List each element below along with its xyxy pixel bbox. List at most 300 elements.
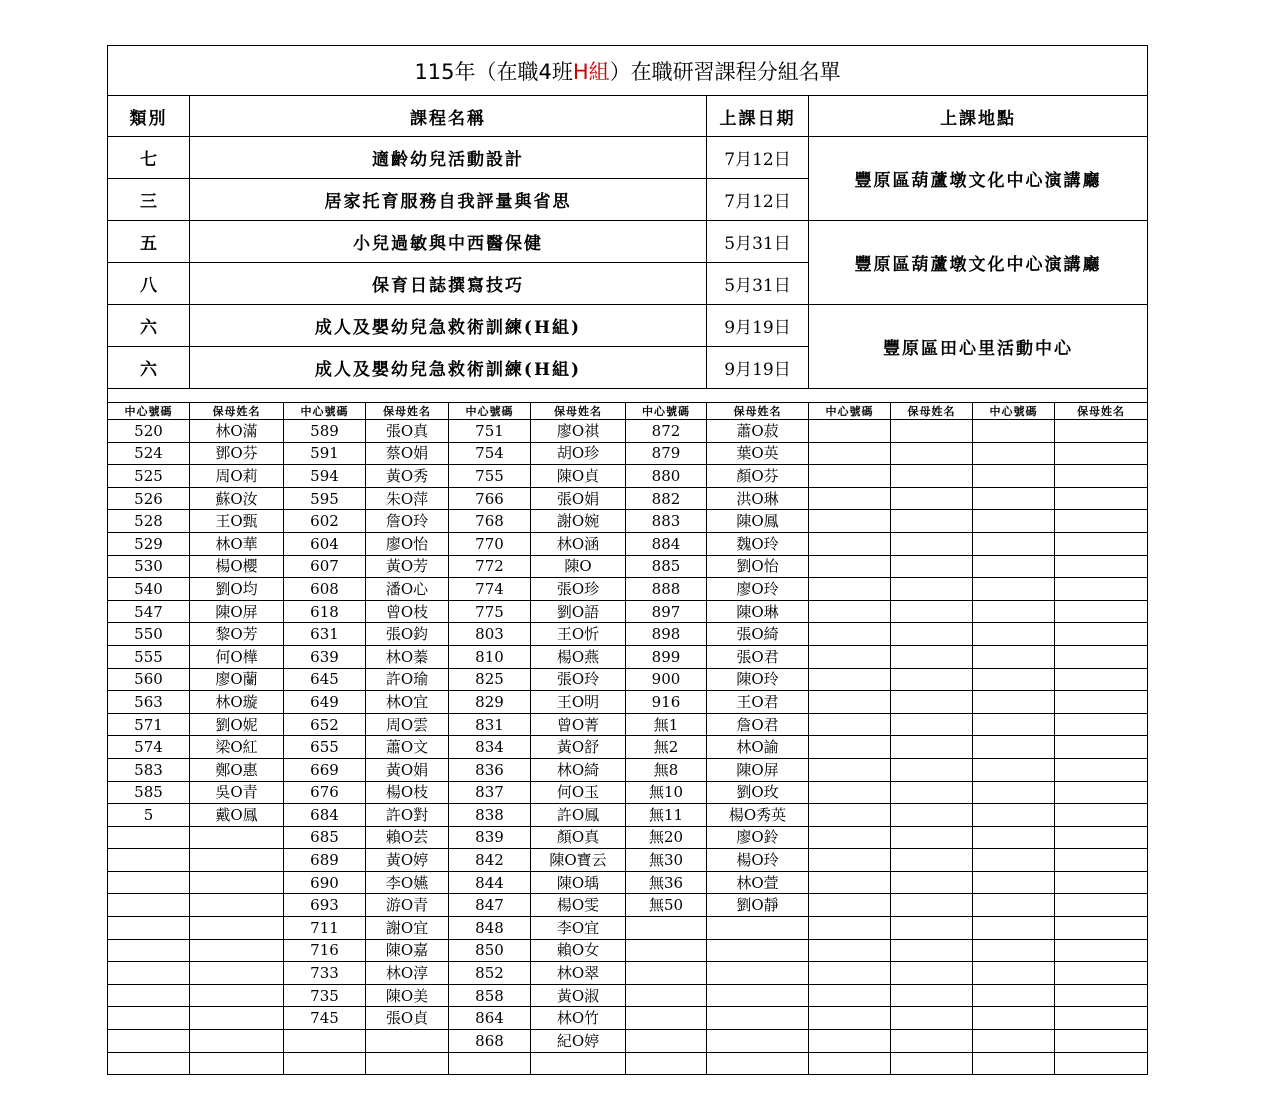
center-no-cell bbox=[973, 645, 1055, 668]
caregiver-name-header: 保母姓名 bbox=[366, 403, 449, 420]
center-no-cell: 899 bbox=[626, 645, 707, 668]
center-no-cell bbox=[809, 826, 891, 849]
caregiver-name-cell: 林O翠 bbox=[531, 962, 626, 985]
caregiver-name-cell: 張O真 bbox=[366, 420, 449, 443]
center-no-cell bbox=[973, 600, 1055, 623]
caregiver-name-cell: 楊O玲 bbox=[707, 849, 809, 872]
center-no-cell bbox=[809, 645, 891, 668]
course-name: 保育日誌撰寫技巧 bbox=[190, 263, 707, 305]
caregiver-name-cell bbox=[190, 962, 284, 985]
caregiver-name-cell bbox=[891, 917, 973, 940]
caregiver-name-cell bbox=[1055, 668, 1148, 691]
center-no-cell: 無1 bbox=[626, 713, 707, 736]
caregiver-name-cell: 梁O紅 bbox=[190, 736, 284, 759]
center-no-cell: 883 bbox=[626, 510, 707, 533]
center-no-cell: 684 bbox=[284, 804, 366, 827]
center-no-cell: 528 bbox=[108, 510, 190, 533]
caregiver-name-cell: 蕭O文 bbox=[366, 736, 449, 759]
center-no-cell bbox=[626, 984, 707, 1007]
course-location: 豐原區葫蘆墩文化中心演講廳 bbox=[809, 221, 1148, 305]
center-no-cell bbox=[809, 1030, 891, 1053]
caregiver-name-cell bbox=[1055, 984, 1148, 1007]
center-no-cell: 595 bbox=[284, 487, 366, 510]
caregiver-name-cell: 蔡O娟 bbox=[366, 442, 449, 465]
course-name: 成人及嬰幼兒急救術訓練(H組) bbox=[190, 305, 707, 347]
center-no-cell: 755 bbox=[449, 465, 531, 488]
spacer-cell bbox=[108, 389, 1148, 403]
caregiver-name-cell: 許O瑜 bbox=[366, 668, 449, 691]
member-row bbox=[108, 713, 1148, 736]
caregiver-name-cell: 劉O語 bbox=[531, 600, 626, 623]
center-no-cell: 669 bbox=[284, 758, 366, 781]
course-name: 小兒過敏與中西醫保健 bbox=[190, 221, 707, 263]
center-no-cell bbox=[626, 917, 707, 940]
center-no-cell bbox=[809, 600, 891, 623]
center-no-cell: 711 bbox=[284, 917, 366, 940]
center-no-cell: 837 bbox=[449, 781, 531, 804]
center-no-cell: 無30 bbox=[626, 849, 707, 872]
center-no-header: 中心號碼 bbox=[973, 403, 1055, 420]
caregiver-name-cell: 劉O怡 bbox=[707, 555, 809, 578]
caregiver-name-cell bbox=[891, 736, 973, 759]
center-no-cell: 574 bbox=[108, 736, 190, 759]
center-no-cell bbox=[973, 1007, 1055, 1030]
caregiver-name-cell bbox=[1055, 645, 1148, 668]
caregiver-name-cell bbox=[891, 849, 973, 872]
caregiver-name-cell bbox=[1055, 555, 1148, 578]
center-no-cell: 880 bbox=[626, 465, 707, 488]
caregiver-name-cell bbox=[1055, 600, 1148, 623]
caregiver-name-cell: 詹O君 bbox=[707, 713, 809, 736]
center-no-cell: 無11 bbox=[626, 804, 707, 827]
course-row bbox=[108, 305, 1148, 347]
center-no-cell bbox=[108, 871, 190, 894]
caregiver-name-cell: 謝O婉 bbox=[531, 510, 626, 533]
member-row bbox=[108, 442, 1148, 465]
caregiver-name-cell bbox=[891, 623, 973, 646]
center-no-cell: 540 bbox=[108, 578, 190, 601]
caregiver-name-cell: 林O萱 bbox=[707, 871, 809, 894]
caregiver-name-cell: 林O諭 bbox=[707, 736, 809, 759]
caregiver-name-cell: 曾O菁 bbox=[531, 713, 626, 736]
center-no-cell: 無10 bbox=[626, 781, 707, 804]
caregiver-name-cell bbox=[707, 962, 809, 985]
center-no-cell: 775 bbox=[449, 600, 531, 623]
center-no-cell bbox=[973, 532, 1055, 555]
center-no-cell: 844 bbox=[449, 871, 531, 894]
center-no-cell: 無8 bbox=[626, 758, 707, 781]
header-date: 上課日期 bbox=[707, 96, 809, 137]
caregiver-name-cell: 葉O英 bbox=[707, 442, 809, 465]
member-row bbox=[108, 420, 1148, 443]
caregiver-name-cell bbox=[190, 1030, 284, 1053]
center-no-cell: 879 bbox=[626, 442, 707, 465]
caregiver-name-cell: 潘O心 bbox=[366, 578, 449, 601]
center-no-cell bbox=[973, 713, 1055, 736]
caregiver-name-cell: 黃O淑 bbox=[531, 984, 626, 1007]
caregiver-name-cell: 陳O玲 bbox=[707, 668, 809, 691]
caregiver-name-cell: 蕭O菽 bbox=[707, 420, 809, 443]
course-category: 六 bbox=[108, 347, 190, 389]
center-no-cell: 655 bbox=[284, 736, 366, 759]
center-no-cell: 555 bbox=[108, 645, 190, 668]
center-no-cell: 529 bbox=[108, 532, 190, 555]
course-location: 豐原區葫蘆墩文化中心演講廳 bbox=[809, 137, 1148, 221]
center-no-cell: 無2 bbox=[626, 736, 707, 759]
caregiver-name-cell: 謝O宜 bbox=[366, 917, 449, 940]
caregiver-name-cell: 顏O芬 bbox=[707, 465, 809, 488]
member-row bbox=[108, 600, 1148, 623]
member-row bbox=[108, 781, 1148, 804]
center-no-cell: 685 bbox=[284, 826, 366, 849]
caregiver-name-cell bbox=[891, 962, 973, 985]
caregiver-name-cell bbox=[891, 871, 973, 894]
member-row bbox=[108, 939, 1148, 962]
center-no-cell bbox=[973, 849, 1055, 872]
center-no-cell: 831 bbox=[449, 713, 531, 736]
caregiver-name-cell: 劉O靜 bbox=[707, 894, 809, 917]
caregiver-name-cell: 廖O祺 bbox=[531, 420, 626, 443]
caregiver-name-cell bbox=[1055, 939, 1148, 962]
center-no-cell: 560 bbox=[108, 668, 190, 691]
caregiver-name-cell bbox=[891, 487, 973, 510]
center-no-cell bbox=[973, 917, 1055, 940]
center-no-cell: 5 bbox=[108, 804, 190, 827]
course-date: 9月19日 bbox=[707, 347, 809, 389]
caregiver-name-cell: 吳O青 bbox=[190, 781, 284, 804]
caregiver-name-cell bbox=[891, 826, 973, 849]
caregiver-name-cell bbox=[891, 781, 973, 804]
caregiver-name-cell bbox=[707, 917, 809, 940]
member-row bbox=[108, 668, 1148, 691]
center-no-cell bbox=[809, 804, 891, 827]
center-no-cell bbox=[108, 939, 190, 962]
caregiver-name-cell bbox=[891, 465, 973, 488]
center-no-cell bbox=[108, 894, 190, 917]
caregiver-name-cell: 廖O蘭 bbox=[190, 668, 284, 691]
course-date: 7月12日 bbox=[707, 137, 809, 179]
caregiver-name-cell: 詹O玲 bbox=[366, 510, 449, 533]
center-no-cell bbox=[973, 871, 1055, 894]
center-no-cell: 864 bbox=[449, 1007, 531, 1030]
center-no-cell: 858 bbox=[449, 984, 531, 1007]
caregiver-name-cell bbox=[531, 1052, 626, 1075]
center-no-cell: 900 bbox=[626, 668, 707, 691]
center-no-cell: 884 bbox=[626, 532, 707, 555]
caregiver-name-cell: 魏O玲 bbox=[707, 532, 809, 555]
caregiver-name-header: 保母姓名 bbox=[707, 403, 809, 420]
center-no-cell bbox=[809, 668, 891, 691]
caregiver-name-cell: 張O娟 bbox=[531, 487, 626, 510]
caregiver-name-cell: 王O甄 bbox=[190, 510, 284, 533]
center-no-cell bbox=[973, 487, 1055, 510]
caregiver-name-cell bbox=[1055, 894, 1148, 917]
caregiver-name-cell: 劉O妮 bbox=[190, 713, 284, 736]
caregiver-name-cell: 黃O娟 bbox=[366, 758, 449, 781]
center-no-cell: 676 bbox=[284, 781, 366, 804]
caregiver-name-cell bbox=[891, 691, 973, 714]
center-no-cell: 604 bbox=[284, 532, 366, 555]
caregiver-name-cell: 林O華 bbox=[190, 532, 284, 555]
caregiver-name-header: 保母姓名 bbox=[1055, 403, 1148, 420]
caregiver-name-cell bbox=[1055, 826, 1148, 849]
caregiver-name-cell bbox=[891, 668, 973, 691]
caregiver-name-cell: 陳O屏 bbox=[190, 600, 284, 623]
caregiver-name-header: 保母姓名 bbox=[891, 403, 973, 420]
course-date: 5月31日 bbox=[707, 221, 809, 263]
caregiver-name-cell bbox=[190, 871, 284, 894]
caregiver-name-cell bbox=[891, 578, 973, 601]
center-no-cell bbox=[809, 1052, 891, 1075]
member-row bbox=[108, 578, 1148, 601]
center-no-cell bbox=[809, 487, 891, 510]
center-no-cell: 848 bbox=[449, 917, 531, 940]
caregiver-name-cell: 鄧O芬 bbox=[190, 442, 284, 465]
center-no-cell bbox=[973, 781, 1055, 804]
center-no-cell: 563 bbox=[108, 691, 190, 714]
course-row bbox=[108, 221, 1148, 263]
center-no-cell bbox=[626, 939, 707, 962]
center-no-cell: 645 bbox=[284, 668, 366, 691]
caregiver-name-cell bbox=[190, 894, 284, 917]
member-row bbox=[108, 736, 1148, 759]
caregiver-name-cell: 劉O玫 bbox=[707, 781, 809, 804]
caregiver-name-cell: 林O綺 bbox=[531, 758, 626, 781]
center-no-cell: 524 bbox=[108, 442, 190, 465]
caregiver-name-cell bbox=[1055, 1052, 1148, 1075]
center-no-cell bbox=[809, 578, 891, 601]
caregiver-name-cell bbox=[891, 984, 973, 1007]
caregiver-name-cell bbox=[366, 1052, 449, 1075]
caregiver-name-cell bbox=[891, 442, 973, 465]
caregiver-name-cell: 周O雲 bbox=[366, 713, 449, 736]
caregiver-name-cell bbox=[891, 1052, 973, 1075]
member-row bbox=[108, 849, 1148, 872]
caregiver-name-cell: 張O君 bbox=[707, 645, 809, 668]
center-no-cell bbox=[809, 1007, 891, 1030]
caregiver-name-cell: 林O涵 bbox=[531, 532, 626, 555]
center-no-cell: 839 bbox=[449, 826, 531, 849]
caregiver-name-cell: 黃O秀 bbox=[366, 465, 449, 488]
caregiver-name-cell bbox=[891, 600, 973, 623]
center-no-cell bbox=[809, 939, 891, 962]
center-no-cell bbox=[973, 465, 1055, 488]
center-no-cell bbox=[809, 691, 891, 714]
member-row bbox=[108, 804, 1148, 827]
caregiver-name-cell bbox=[891, 532, 973, 555]
center-no-cell: 882 bbox=[626, 487, 707, 510]
caregiver-name-cell bbox=[891, 420, 973, 443]
caregiver-name-cell: 蘇O汝 bbox=[190, 487, 284, 510]
caregiver-name-cell: 顏O真 bbox=[531, 826, 626, 849]
caregiver-name-cell bbox=[190, 984, 284, 1007]
caregiver-name-cell: 胡O珍 bbox=[531, 442, 626, 465]
center-no-cell: 608 bbox=[284, 578, 366, 601]
caregiver-name-cell: 黃O芳 bbox=[366, 555, 449, 578]
center-no-cell bbox=[973, 420, 1055, 443]
caregiver-name-cell: 洪O琳 bbox=[707, 487, 809, 510]
center-no-cell bbox=[973, 510, 1055, 533]
center-no-cell: 810 bbox=[449, 645, 531, 668]
title-prefix: 115年（在職4班 bbox=[414, 59, 573, 84]
center-no-cell: 829 bbox=[449, 691, 531, 714]
center-no-cell: 631 bbox=[284, 623, 366, 646]
caregiver-name-cell: 鄭O惠 bbox=[190, 758, 284, 781]
center-no-cell bbox=[809, 758, 891, 781]
center-no-cell bbox=[973, 623, 1055, 646]
center-no-cell: 520 bbox=[108, 420, 190, 443]
center-no-cell bbox=[809, 781, 891, 804]
caregiver-name-cell bbox=[1055, 962, 1148, 985]
center-no-cell: 735 bbox=[284, 984, 366, 1007]
member-row bbox=[108, 894, 1148, 917]
caregiver-name-cell bbox=[1055, 871, 1148, 894]
center-no-cell: 無20 bbox=[626, 826, 707, 849]
center-no-cell bbox=[626, 1052, 707, 1075]
caregiver-name-cell: 張O鈞 bbox=[366, 623, 449, 646]
caregiver-name-cell: 許O鳳 bbox=[531, 804, 626, 827]
caregiver-name-cell: 廖O怡 bbox=[366, 532, 449, 555]
caregiver-name-cell bbox=[1055, 487, 1148, 510]
center-no-cell: 594 bbox=[284, 465, 366, 488]
caregiver-name-header: 保母姓名 bbox=[531, 403, 626, 420]
center-no-cell bbox=[108, 1007, 190, 1030]
header-category: 類別 bbox=[108, 96, 190, 137]
member-row bbox=[108, 645, 1148, 668]
caregiver-name-cell bbox=[1055, 420, 1148, 443]
center-no-cell bbox=[809, 894, 891, 917]
center-no-cell: 618 bbox=[284, 600, 366, 623]
center-no-cell bbox=[973, 668, 1055, 691]
center-no-cell bbox=[626, 1007, 707, 1030]
center-no-cell: 888 bbox=[626, 578, 707, 601]
center-no-cell: 825 bbox=[449, 668, 531, 691]
center-no-header: 中心號碼 bbox=[108, 403, 190, 420]
center-no-cell: 774 bbox=[449, 578, 531, 601]
center-no-cell: 803 bbox=[449, 623, 531, 646]
center-no-cell bbox=[809, 962, 891, 985]
center-no-cell bbox=[108, 826, 190, 849]
center-no-cell: 897 bbox=[626, 600, 707, 623]
title-suffix: ）在職研習課程分組名單 bbox=[609, 59, 841, 84]
center-no-cell bbox=[284, 1052, 366, 1075]
center-no-cell: 550 bbox=[108, 623, 190, 646]
course-date: 7月12日 bbox=[707, 179, 809, 221]
caregiver-name-cell: 楊O雯 bbox=[531, 894, 626, 917]
caregiver-name-cell: 楊O枝 bbox=[366, 781, 449, 804]
caregiver-name-cell: 林O竹 bbox=[531, 1007, 626, 1030]
center-no-cell bbox=[973, 442, 1055, 465]
center-no-cell: 766 bbox=[449, 487, 531, 510]
member-row bbox=[108, 758, 1148, 781]
member-row bbox=[108, 1030, 1148, 1053]
caregiver-name-cell bbox=[891, 645, 973, 668]
caregiver-name-cell bbox=[707, 939, 809, 962]
caregiver-name-cell: 周O莉 bbox=[190, 465, 284, 488]
center-no-cell bbox=[973, 826, 1055, 849]
caregiver-name-cell: 張O玲 bbox=[531, 668, 626, 691]
center-no-cell: 838 bbox=[449, 804, 531, 827]
caregiver-name-cell: 張O貞 bbox=[366, 1007, 449, 1030]
course-name: 成人及嬰幼兒急救術訓練(H組) bbox=[190, 347, 707, 389]
course-date: 5月31日 bbox=[707, 263, 809, 305]
center-no-cell: 842 bbox=[449, 849, 531, 872]
center-no-cell: 754 bbox=[449, 442, 531, 465]
caregiver-name-cell bbox=[1055, 623, 1148, 646]
caregiver-name-cell bbox=[190, 826, 284, 849]
center-no-cell: 898 bbox=[626, 623, 707, 646]
course-location: 豐原區田心里活動中心 bbox=[809, 305, 1148, 389]
member-row bbox=[108, 465, 1148, 488]
center-no-header: 中心號碼 bbox=[626, 403, 707, 420]
center-no-cell bbox=[108, 849, 190, 872]
member-row bbox=[108, 1007, 1148, 1030]
center-no-cell bbox=[809, 917, 891, 940]
center-no-cell bbox=[108, 1030, 190, 1053]
center-no-cell: 768 bbox=[449, 510, 531, 533]
caregiver-name-cell: 王O君 bbox=[707, 691, 809, 714]
center-no-cell: 834 bbox=[449, 736, 531, 759]
center-no-cell bbox=[809, 713, 891, 736]
center-no-cell bbox=[973, 691, 1055, 714]
caregiver-name-cell bbox=[707, 1030, 809, 1053]
center-no-cell bbox=[809, 465, 891, 488]
member-row bbox=[108, 532, 1148, 555]
caregiver-name-cell bbox=[1055, 849, 1148, 872]
course-category: 三 bbox=[108, 179, 190, 221]
caregiver-name-cell bbox=[891, 510, 973, 533]
center-no-cell bbox=[809, 532, 891, 555]
caregiver-name-cell bbox=[707, 1007, 809, 1030]
center-no-cell bbox=[973, 894, 1055, 917]
center-no-cell: 836 bbox=[449, 758, 531, 781]
caregiver-name-cell: 張O珍 bbox=[531, 578, 626, 601]
member-row bbox=[108, 691, 1148, 714]
center-no-cell: 852 bbox=[449, 962, 531, 985]
center-no-cell: 872 bbox=[626, 420, 707, 443]
caregiver-name-cell: 林O璇 bbox=[190, 691, 284, 714]
caregiver-name-cell bbox=[1055, 1007, 1148, 1030]
caregiver-name-cell bbox=[1055, 532, 1148, 555]
caregiver-name-cell: 廖O鈴 bbox=[707, 826, 809, 849]
caregiver-name-cell bbox=[1055, 758, 1148, 781]
course-row bbox=[108, 137, 1148, 179]
center-no-cell: 530 bbox=[108, 555, 190, 578]
center-no-cell: 585 bbox=[108, 781, 190, 804]
caregiver-name-cell bbox=[1055, 804, 1148, 827]
center-no-cell: 916 bbox=[626, 691, 707, 714]
caregiver-name-cell: 紀O婷 bbox=[531, 1030, 626, 1053]
center-no-cell bbox=[973, 962, 1055, 985]
spacer-row bbox=[108, 389, 1148, 403]
center-no-cell: 547 bbox=[108, 600, 190, 623]
caregiver-name-cell: 張O綺 bbox=[707, 623, 809, 646]
roster-table bbox=[107, 45, 1148, 1075]
center-no-header: 中心號碼 bbox=[809, 403, 891, 420]
caregiver-name-cell: 林O宜 bbox=[366, 691, 449, 714]
center-no-cell bbox=[809, 420, 891, 443]
center-no-cell: 571 bbox=[108, 713, 190, 736]
caregiver-name-cell: 廖O玲 bbox=[707, 578, 809, 601]
center-no-cell: 607 bbox=[284, 555, 366, 578]
center-no-cell: 745 bbox=[284, 1007, 366, 1030]
course-date: 9月19日 bbox=[707, 305, 809, 347]
course-category: 六 bbox=[108, 305, 190, 347]
caregiver-name-cell: 賴O女 bbox=[531, 939, 626, 962]
center-no-cell: 716 bbox=[284, 939, 366, 962]
caregiver-name-cell bbox=[190, 1052, 284, 1075]
caregiver-name-cell bbox=[190, 1007, 284, 1030]
